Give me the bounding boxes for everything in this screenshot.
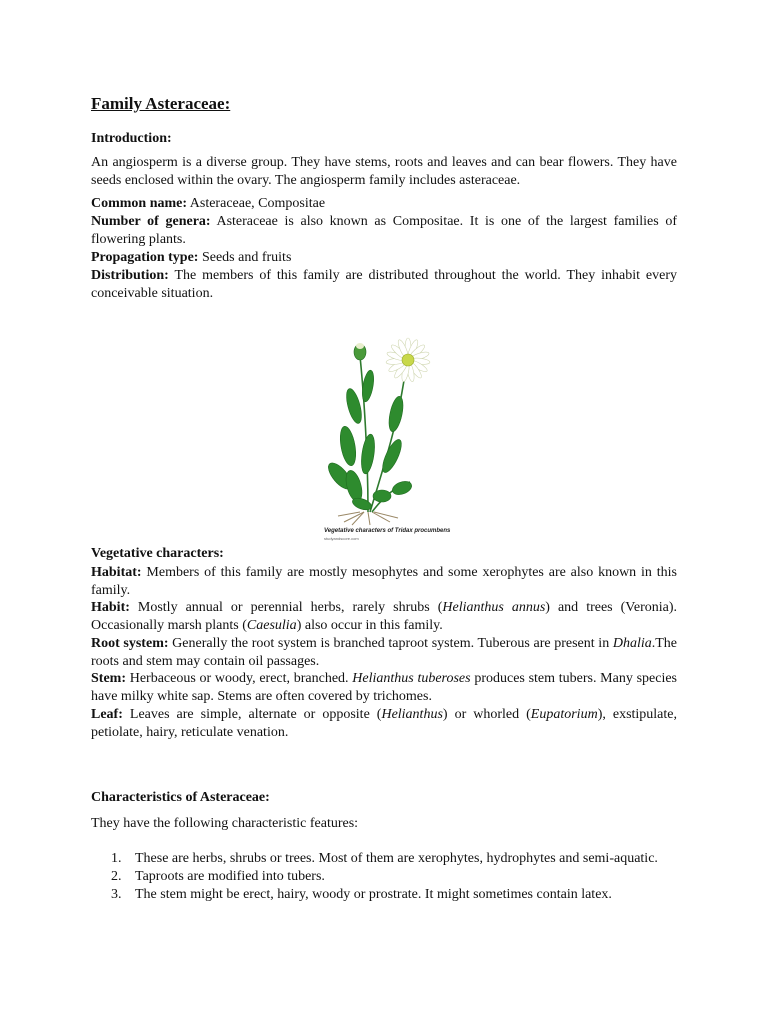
common-name-line — [91, 195, 677, 213]
root-line — [91, 635, 677, 671]
common-name-value: Asteraceae, Compositae — [187, 196, 326, 211]
leaf-species-1: Helianthus — [381, 707, 443, 722]
tridax-plant-illustration — [324, 336, 474, 526]
introduction-heading: Introduction: — [91, 131, 172, 146]
list-number: 2. — [111, 869, 122, 884]
plant-leaves — [324, 369, 413, 512]
genera-line — [91, 213, 677, 249]
leaf-text-1: Leaves are simple, alternate or opposite ( — [122, 707, 382, 722]
list-text: These are herbs, shrubs or trees. Most of them are xerophytes, hydrophytes and semi-aquatic. — [135, 851, 658, 866]
habit-text-2: ) and trees (Veronia). Occasionally marsh plants ( — [91, 600, 677, 633]
stem-label: Stem: — [91, 671, 126, 686]
characteristics-heading: Characteristics of Asteraceae: — [91, 790, 270, 805]
list-item — [91, 850, 677, 868]
list-item — [91, 886, 677, 904]
page-title: Family Asteraceae: — [91, 94, 231, 113]
habit-species-1: Helianthus annus — [442, 600, 546, 615]
stem-species: Helianthus tuberoses — [352, 671, 471, 686]
propagation-line — [91, 249, 677, 267]
plant-figure — [324, 336, 474, 546]
list-text: Taproots are modified into tubers. — [135, 869, 325, 884]
leaf-line — [91, 706, 677, 742]
list-number: 3. — [111, 887, 122, 902]
common-name-label: Common name: — [91, 196, 188, 211]
distribution-line — [91, 267, 677, 303]
plant-roots — [338, 512, 398, 525]
characteristics-intro: They have the following characteristic features: — [91, 816, 359, 831]
stem-text-2: produces stem tubers. Many species have milky white sap. Stems are often covered by trichomes. — [91, 671, 677, 704]
genera-label: Number of genera: — [91, 214, 211, 229]
stem-line — [91, 670, 677, 706]
distribution-label: Distribution: — [91, 268, 169, 283]
habit-label: Habit: — [91, 600, 130, 615]
propagation-value: Seeds and fruits — [198, 250, 292, 265]
leaf-label: Leaf: — [91, 707, 123, 722]
daisy-flower — [386, 338, 430, 382]
root-species: Dhalia — [612, 636, 652, 651]
features-list — [91, 850, 677, 904]
list-number: 1. — [111, 851, 122, 866]
figure-credit: studyandscore.com — [324, 536, 359, 541]
habit-text-3: ) also occur in this family. — [296, 618, 443, 633]
root-label: Root system: — [91, 636, 169, 651]
figure-caption: Vegetative characters of Tridax procumbens — [324, 528, 451, 534]
habit-text-1: Mostly annual or perennial herbs, rarely shrubs ( — [129, 600, 443, 615]
habitat-line — [91, 564, 677, 600]
stem-text-1: Herbaceous or woody, erect, branched. — [126, 671, 353, 686]
genera-value: Asteraceae is also known as Compositae. It is one of the largest families of flowering plants. — [91, 214, 678, 247]
root-text-2: .The roots and stem may contain oil passages. — [91, 636, 677, 669]
habitat-label: Habitat: — [91, 565, 142, 580]
habit-species-2: Caesulia — [246, 618, 297, 633]
habit-line — [91, 599, 677, 635]
vegetative-heading: Vegetative characters: — [91, 546, 224, 561]
list-item — [91, 868, 677, 886]
propagation-label: Propagation type: — [91, 250, 199, 265]
flower-bud — [354, 343, 366, 360]
root-text-1: Generally the root system is branched taproot system. Tuberous are present in — [168, 636, 613, 651]
list-text: The stem might be erect, hairy, woody or prostrate. It might sometimes contain latex. — [135, 887, 612, 902]
leaf-species-2: Eupatorium — [530, 707, 598, 722]
habitat-value: Members of this family are mostly mesophytes and some xerophytes are also known in this family. — [91, 565, 677, 598]
distribution-value: The members of this family are distributed throughout the world. They inhabit every conceivable situation. — [91, 268, 677, 301]
leaf-text-2: ) or whorled ( — [442, 707, 531, 722]
leaf-text-3: ), exstipulate, petiolate, hairy, reticulate venation. — [91, 707, 678, 740]
introduction-text: An angiosperm is a diverse group. They have stems, roots and leaves and can bear flowers. They have seeds enclosed within the ovary. The angiosperm family includes asteraceae. — [91, 155, 677, 188]
